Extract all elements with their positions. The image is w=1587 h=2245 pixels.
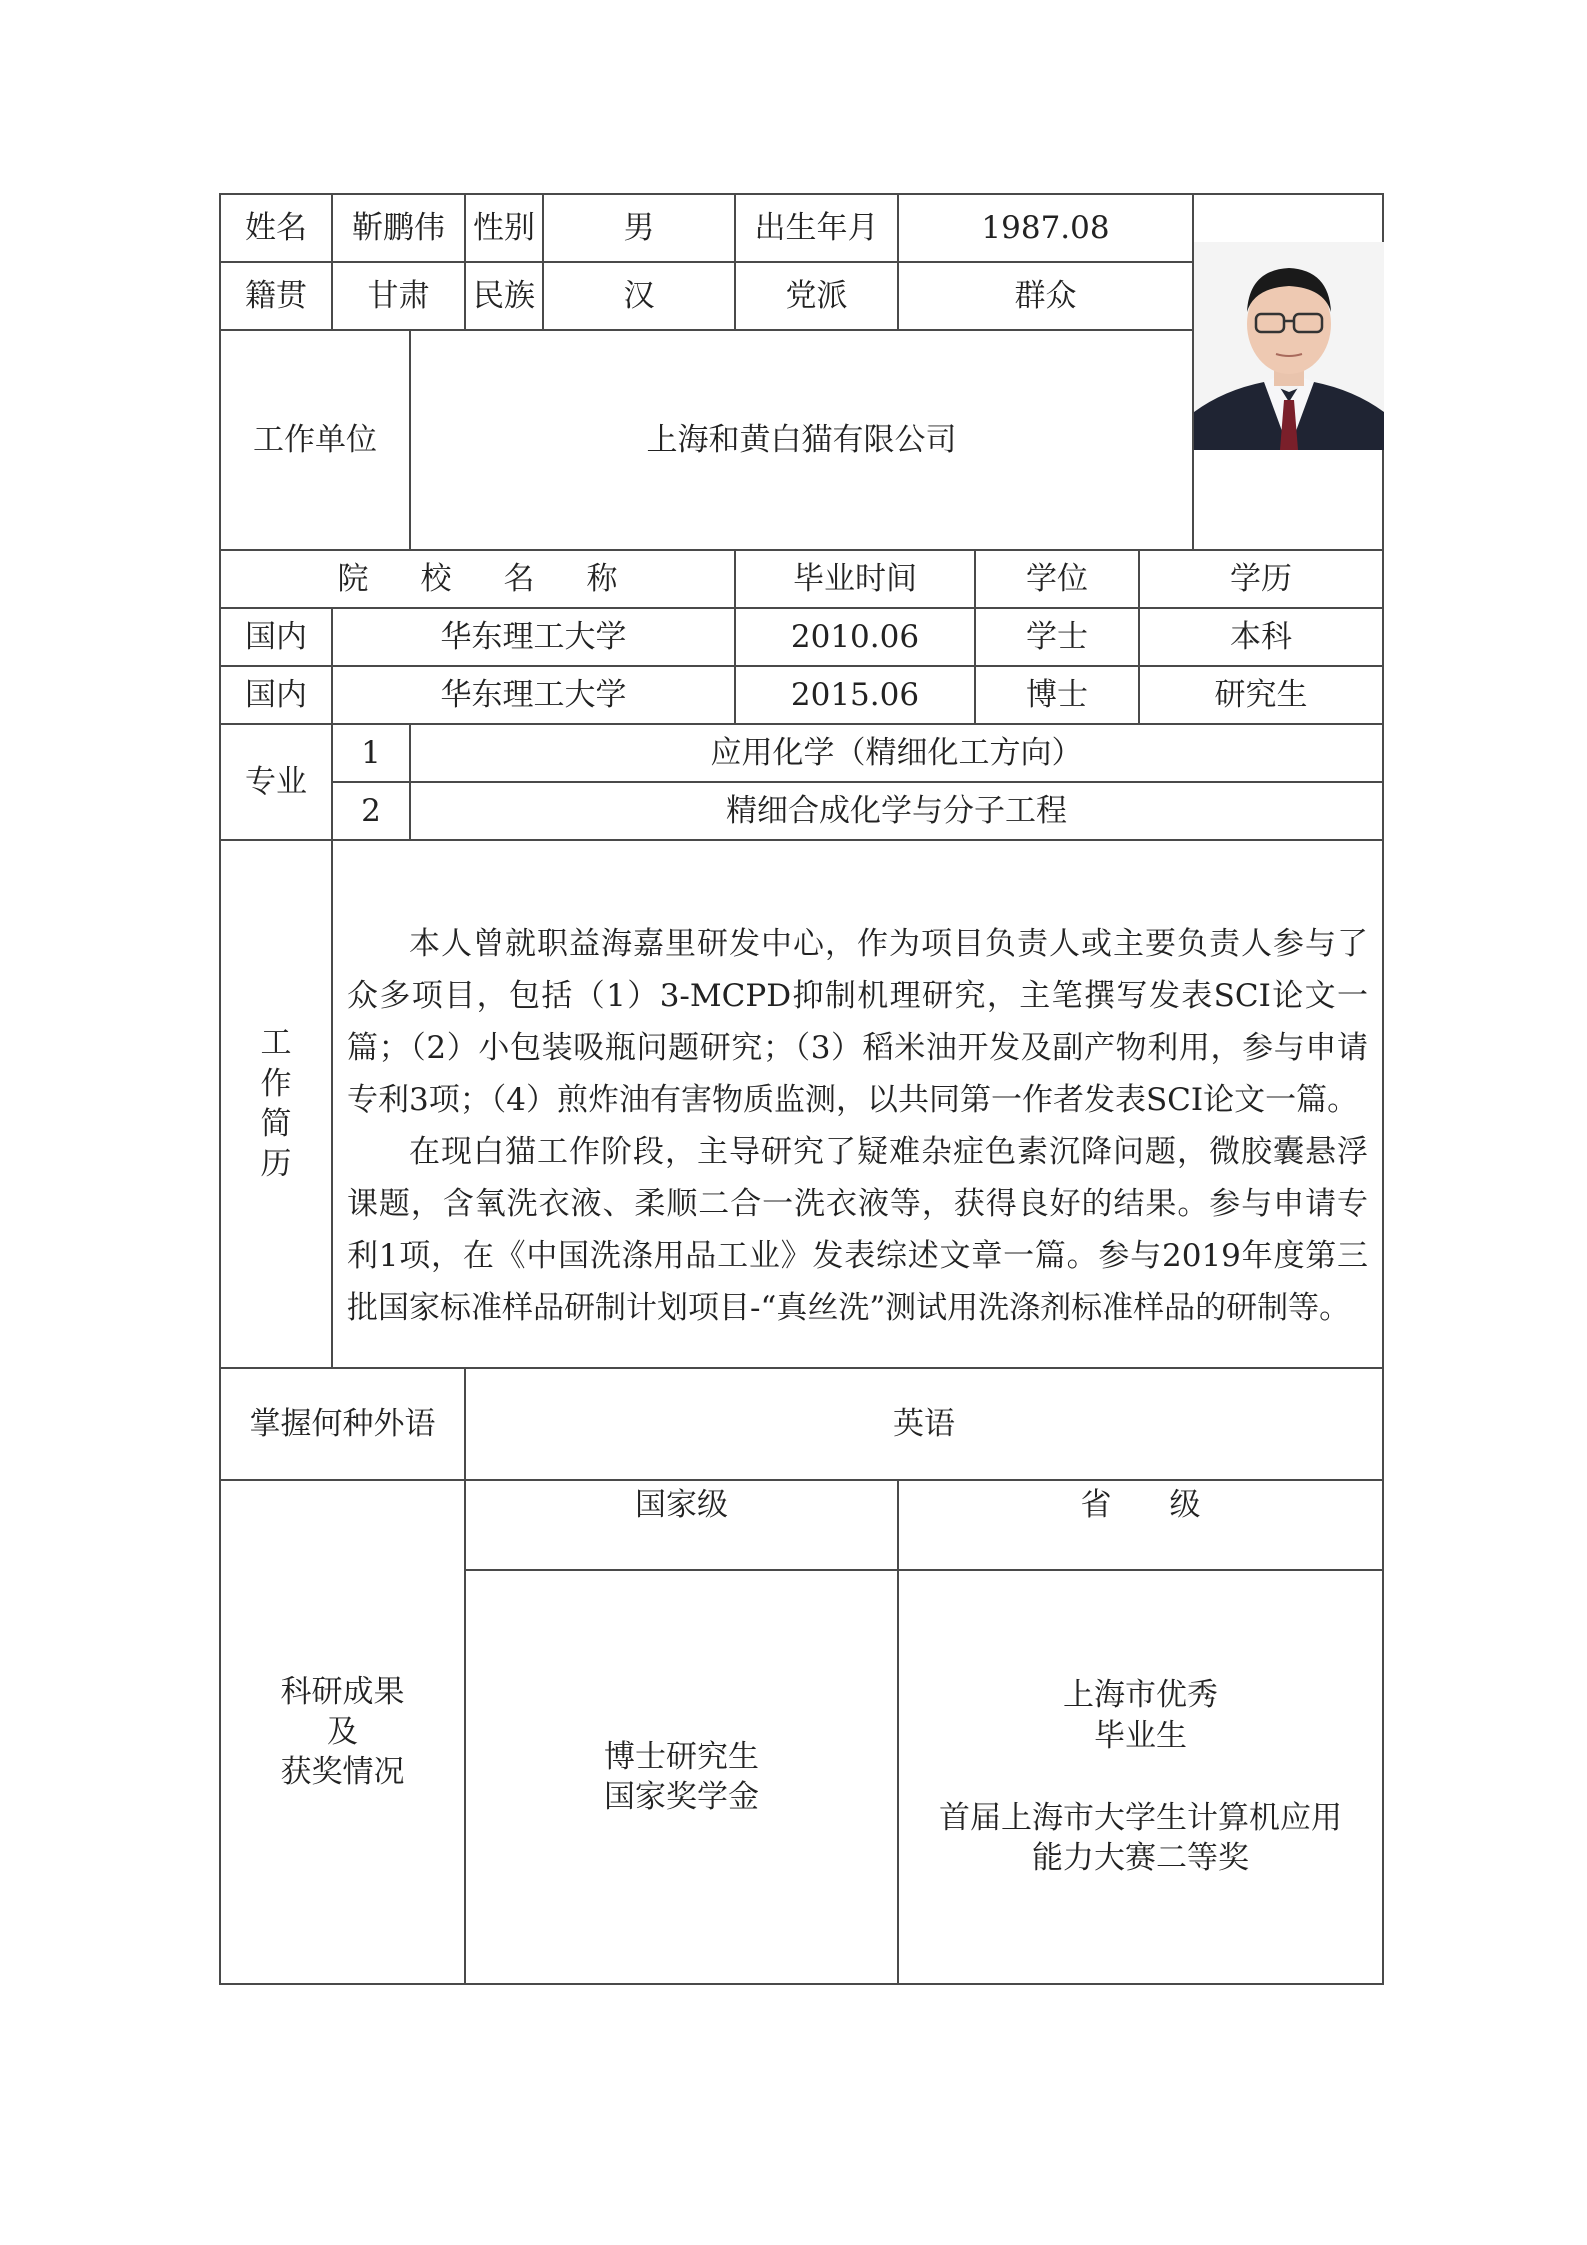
employer-value: 上海和黄白猫有限公司 [410, 330, 1193, 550]
grad-time-header: 毕业时间 [735, 550, 975, 608]
photo-cell [1193, 194, 1383, 550]
gender-value: 男 [543, 194, 735, 262]
awards-label: 科研成果 及 获奖情况 [220, 1480, 465, 1984]
school-name-header: 院 校 名 称 [220, 550, 735, 608]
language-label: 掌握何种外语 [220, 1368, 465, 1480]
edu-degree: 学士 [975, 608, 1139, 666]
gender-label: 性别 [465, 194, 543, 262]
work-history-text [332, 840, 1383, 1368]
resume-table [219, 193, 1384, 1985]
degree-header: 学位 [975, 550, 1139, 608]
level-header: 学历 [1139, 550, 1383, 608]
party-value: 群众 [898, 262, 1193, 330]
work-paragraph: 在现白猫工作阶段，主导研究了疑难杂症色素沉降问题，微胶囊悬浮课题，含氧洗衣液、柔顺二合一洗衣液等，获得良好的结果。参与申请专利1项，在《中国洗涤用品工业》发表综述文章一篇。参与2019年度第三批国家标准样品研制计划项目-“真丝洗”测试用洗涤剂标准样品的研制等。 [347, 1134, 1369, 1326]
origin-label: 籍贯 [220, 262, 332, 330]
ethnic-label: 民族 [465, 262, 543, 330]
national-awards: 博士研究生 国家奖学金 [465, 1570, 898, 1984]
work-history-label: 工 作 简 历 [220, 840, 332, 1368]
birth-label: 出生年月 [735, 194, 898, 262]
name-label: 姓名 [220, 194, 332, 262]
birth-value: 1987.08 [898, 194, 1193, 262]
edu-school: 华东理工大学 [332, 608, 735, 666]
edu-time: 2015.06 [735, 666, 975, 724]
education-row [220, 666, 1383, 724]
edu-level: 本科 [1139, 608, 1383, 666]
major-number: 2 [332, 782, 410, 840]
major-number: 1 [332, 724, 410, 782]
edu-region: 国内 [220, 666, 332, 724]
name-value: 靳鹏伟 [332, 194, 465, 262]
edu-school: 华东理工大学 [332, 666, 735, 724]
edu-level: 研究生 [1139, 666, 1383, 724]
portrait-image [1194, 242, 1384, 450]
major-name: 精细合成化学与分子工程 [410, 782, 1383, 840]
provincial-awards: 上海市优秀 毕业生 首届上海市大学生计算机应用 能力大赛二等奖 [898, 1570, 1383, 1984]
ethnic-value: 汉 [543, 262, 735, 330]
edu-time: 2010.06 [735, 608, 975, 666]
education-row [220, 608, 1383, 666]
provincial-level-header: 省 级 [898, 1480, 1383, 1570]
party-label: 党派 [735, 262, 898, 330]
major-label: 专业 [220, 724, 332, 840]
language-value: 英语 [465, 1368, 1383, 1480]
edu-region: 国内 [220, 608, 332, 666]
edu-degree: 博士 [975, 666, 1139, 724]
major-name: 应用化学（精细化工方向） [410, 724, 1383, 782]
origin-value: 甘肃 [332, 262, 465, 330]
portrait-photo [1194, 242, 1384, 450]
employer-label: 工作单位 [220, 330, 410, 550]
national-level-header: 国家级 [465, 1480, 898, 1570]
work-paragraph: 本人曾就职益海嘉里研发中心，作为项目负责人或主要负责人参与了众多项目，包括（1）3-MCPD抑制机理研究，主笔撰写发表SCI论文一篇；（2）小包装吸瓶问题研究；（3）稻米油开发及副产物利用，参与申请专利3项；（4）煎炸油有害物质监测，以共同第一作者发表SCI论文一篇。 [347, 926, 1369, 1118]
